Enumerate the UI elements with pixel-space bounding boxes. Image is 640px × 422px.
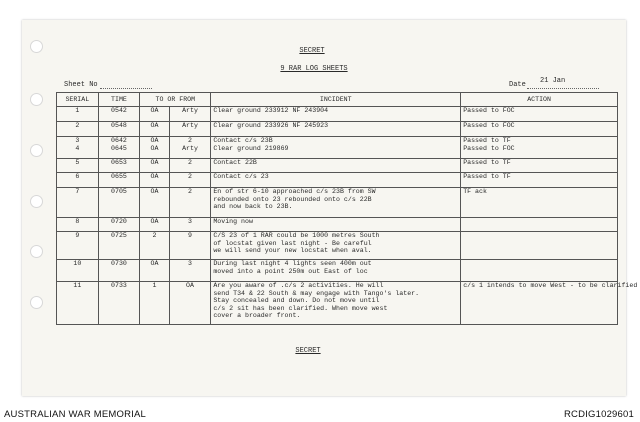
cell-line: Moving now <box>213 218 253 225</box>
action-cell <box>461 282 638 325</box>
action-cell <box>461 159 618 173</box>
from-cell <box>169 137 211 159</box>
cell-line: Clear ground 233912 NF 243904 <box>213 107 329 114</box>
table-header-row <box>57 93 618 107</box>
date-value: 21 Jan <box>540 77 566 85</box>
cell-line: 3 <box>188 218 192 225</box>
serial-cell <box>57 232 99 260</box>
cell-line: c/s 2 sit has been clarified. When move west <box>213 304 388 312</box>
incident-cell <box>211 122 461 137</box>
action-cell <box>461 232 618 260</box>
cell-line: of locstat given last night - Be careful <box>213 239 372 247</box>
action-cell <box>461 260 618 282</box>
incident-cell <box>211 173 461 188</box>
cell-line: 0655 <box>111 173 127 180</box>
cell-line: Contact 22B <box>213 159 257 166</box>
from-cell <box>169 260 211 282</box>
serial-cell <box>57 282 99 325</box>
cell-line: 2 <box>188 188 192 195</box>
time-cell <box>98 159 140 173</box>
from-cell <box>169 218 211 232</box>
from-cell <box>169 122 211 137</box>
binder-hole <box>30 144 43 157</box>
serial-cell <box>57 122 99 137</box>
from-cell <box>169 282 211 325</box>
cell-line: Arty <box>182 122 198 129</box>
classification-bottom: SECRET <box>295 347 321 355</box>
to-cell <box>140 282 169 325</box>
table-row <box>57 188 618 218</box>
table-row <box>57 282 618 325</box>
cell-line: 5 <box>75 159 80 166</box>
sheet-no-blank <box>100 88 152 89</box>
cell-line: Clear ground 219869 <box>213 144 289 152</box>
to-cell <box>140 107 169 122</box>
cell-line: OA <box>150 188 159 195</box>
cell-line: rebounded onto 23 rebounded onto c/s 22B <box>213 195 372 203</box>
archive-credit: AUSTRALIAN WAR MEMORIAL <box>4 409 147 420</box>
table-row <box>57 218 618 232</box>
from-cell <box>169 159 211 173</box>
cell-line: 9 <box>75 232 80 239</box>
serial-cell <box>57 159 99 173</box>
serial-cell <box>57 107 99 122</box>
cell-line: Passed to FOC <box>463 107 515 114</box>
incident-cell <box>211 188 461 218</box>
cell-line: 9 <box>188 232 192 239</box>
cell-line: OA <box>150 260 159 267</box>
cell-line: 0720 <box>111 218 127 225</box>
time-cell <box>98 188 140 218</box>
from-cell <box>169 232 211 260</box>
incident-cell <box>211 107 461 122</box>
cell-line: 0548 <box>111 122 127 129</box>
time-cell <box>98 122 140 137</box>
incident-cell <box>211 232 461 260</box>
document-title: 9 RAR LOG SHEETS <box>280 65 348 73</box>
action-cell <box>461 188 618 218</box>
cell-line: En of str 6-10 approached c/s 23B from SW <box>213 188 376 195</box>
cell-line: 0733 <box>111 282 127 289</box>
serial-cell <box>57 218 99 232</box>
table-row <box>57 232 618 260</box>
action-cell <box>461 137 618 159</box>
cell-line: 0725 <box>111 232 127 239</box>
cell-line: 2 <box>152 232 157 239</box>
cell-line: Clear ground 233926 NF 245923 <box>213 122 329 129</box>
cell-line: Passed to FOC <box>463 144 515 152</box>
time-cell <box>98 173 140 188</box>
serial-cell <box>57 137 99 159</box>
action-cell <box>461 218 618 232</box>
time-cell <box>98 137 140 159</box>
cell-line: Passed to TF <box>463 173 511 180</box>
log-table <box>56 92 638 325</box>
cell-line: Contact c/s 23 <box>213 173 269 180</box>
cell-line: 8 <box>75 218 80 225</box>
to-cell <box>140 260 169 282</box>
cell-line: and now back to 23B. <box>213 203 293 211</box>
cell-line: Arty <box>182 107 198 114</box>
table-row <box>57 159 618 173</box>
time-cell <box>98 232 140 260</box>
archive-reference: RCDIG1029601 <box>564 409 634 420</box>
cell-line: 10 <box>73 260 82 267</box>
cell-line: 2 <box>75 122 80 129</box>
to-cell <box>140 218 169 232</box>
binder-hole <box>30 296 43 309</box>
cell-line: Passed to TF <box>463 137 511 144</box>
cell-line: cover a broader front. <box>213 312 301 320</box>
date-underline <box>527 88 599 89</box>
incident-cell <box>211 282 461 325</box>
cell-line: OA <box>150 144 159 152</box>
cell-line: 6 <box>75 173 80 180</box>
cell-line: we will send your new locstat when aval. <box>213 247 372 255</box>
cell-line: c/s 1 intends to move West - to be clarified <box>463 282 638 289</box>
header-incident: INCIDENT <box>211 93 461 107</box>
cell-line: TF ack <box>463 188 487 195</box>
serial-cell <box>57 173 99 188</box>
cell-line: 3 <box>188 260 192 267</box>
binder-hole <box>30 40 43 53</box>
header-action: ACTION <box>461 93 618 107</box>
cell-line: 11 <box>73 282 82 289</box>
binder-hole <box>30 245 43 258</box>
time-cell <box>98 218 140 232</box>
to-cell <box>140 137 169 159</box>
binder-hole <box>30 195 43 208</box>
cell-line: 3 <box>75 137 80 144</box>
cell-line: Passed to TF <box>463 159 511 166</box>
time-cell <box>98 282 140 325</box>
cell-line: 4 <box>75 144 80 152</box>
cell-line: 2 <box>188 173 192 180</box>
cell-line: 1 <box>152 282 157 289</box>
to-cell <box>140 122 169 137</box>
cell-line: OA <box>150 173 159 180</box>
table-row <box>57 173 618 188</box>
header-time: TIME <box>98 93 140 107</box>
cell-line: 0730 <box>111 260 127 267</box>
cell-line: 0542 <box>111 107 127 114</box>
header-to-or-from: TO OR FROM <box>140 93 211 107</box>
cell-line: 7 <box>75 188 80 195</box>
table-row <box>57 122 618 137</box>
to-cell <box>140 232 169 260</box>
cell-line: 0653 <box>111 159 127 166</box>
table-row <box>57 260 618 282</box>
cell-line: 0705 <box>111 188 127 195</box>
cell-line: Are you aware of .c/s 2 activities. He will <box>213 282 384 289</box>
serial-cell <box>57 260 99 282</box>
from-cell <box>169 173 211 188</box>
cell-line: During last night 4 lights seen 400m out <box>213 260 372 267</box>
action-cell <box>461 122 618 137</box>
cell-line: Contact c/s 23B <box>213 137 273 144</box>
to-cell <box>140 173 169 188</box>
classification-top: SECRET <box>299 47 325 55</box>
incident-cell <box>211 159 461 173</box>
sheet-no-label: Sheet No <box>64 81 98 89</box>
cell-line: Arty <box>182 144 198 152</box>
incident-cell <box>211 218 461 232</box>
to-cell <box>140 188 169 218</box>
cell-line: OA <box>150 218 159 225</box>
from-cell <box>169 188 211 218</box>
to-cell <box>140 159 169 173</box>
from-cell <box>169 107 211 122</box>
time-cell <box>98 107 140 122</box>
cell-line: Stay concealed and down. Do not move until <box>213 297 380 305</box>
action-cell <box>461 107 618 122</box>
cell-line: 2 <box>188 137 192 144</box>
action-cell <box>461 173 618 188</box>
cell-line: 1 <box>75 107 80 114</box>
header-serial: SERIAL <box>57 93 99 107</box>
cell-line: 2 <box>188 159 192 166</box>
cell-line: 0642 <box>111 137 127 144</box>
table-row <box>57 137 618 159</box>
cell-line: C/S 23 of 1 RAR could be 1000 metres South <box>213 232 380 239</box>
binder-hole <box>30 93 43 106</box>
cell-line: OA <box>150 159 159 166</box>
cell-line: OA <box>186 282 194 289</box>
serial-cell <box>57 188 99 218</box>
incident-cell <box>211 260 461 282</box>
date-label: Date <box>509 81 526 89</box>
time-cell <box>98 260 140 282</box>
cell-line: OA <box>150 107 159 114</box>
table-row <box>57 107 618 122</box>
cell-line: OA <box>150 122 159 129</box>
cell-line: send T34 & 22 South & may engage with Tango's later. <box>213 289 420 297</box>
incident-cell <box>211 137 461 159</box>
cell-line: Passed to FOC <box>463 122 515 129</box>
cell-line: moved into a point 250m out East of loc <box>213 267 368 275</box>
cell-line: OA <box>150 137 159 144</box>
cell-line: 0645 <box>111 144 127 152</box>
